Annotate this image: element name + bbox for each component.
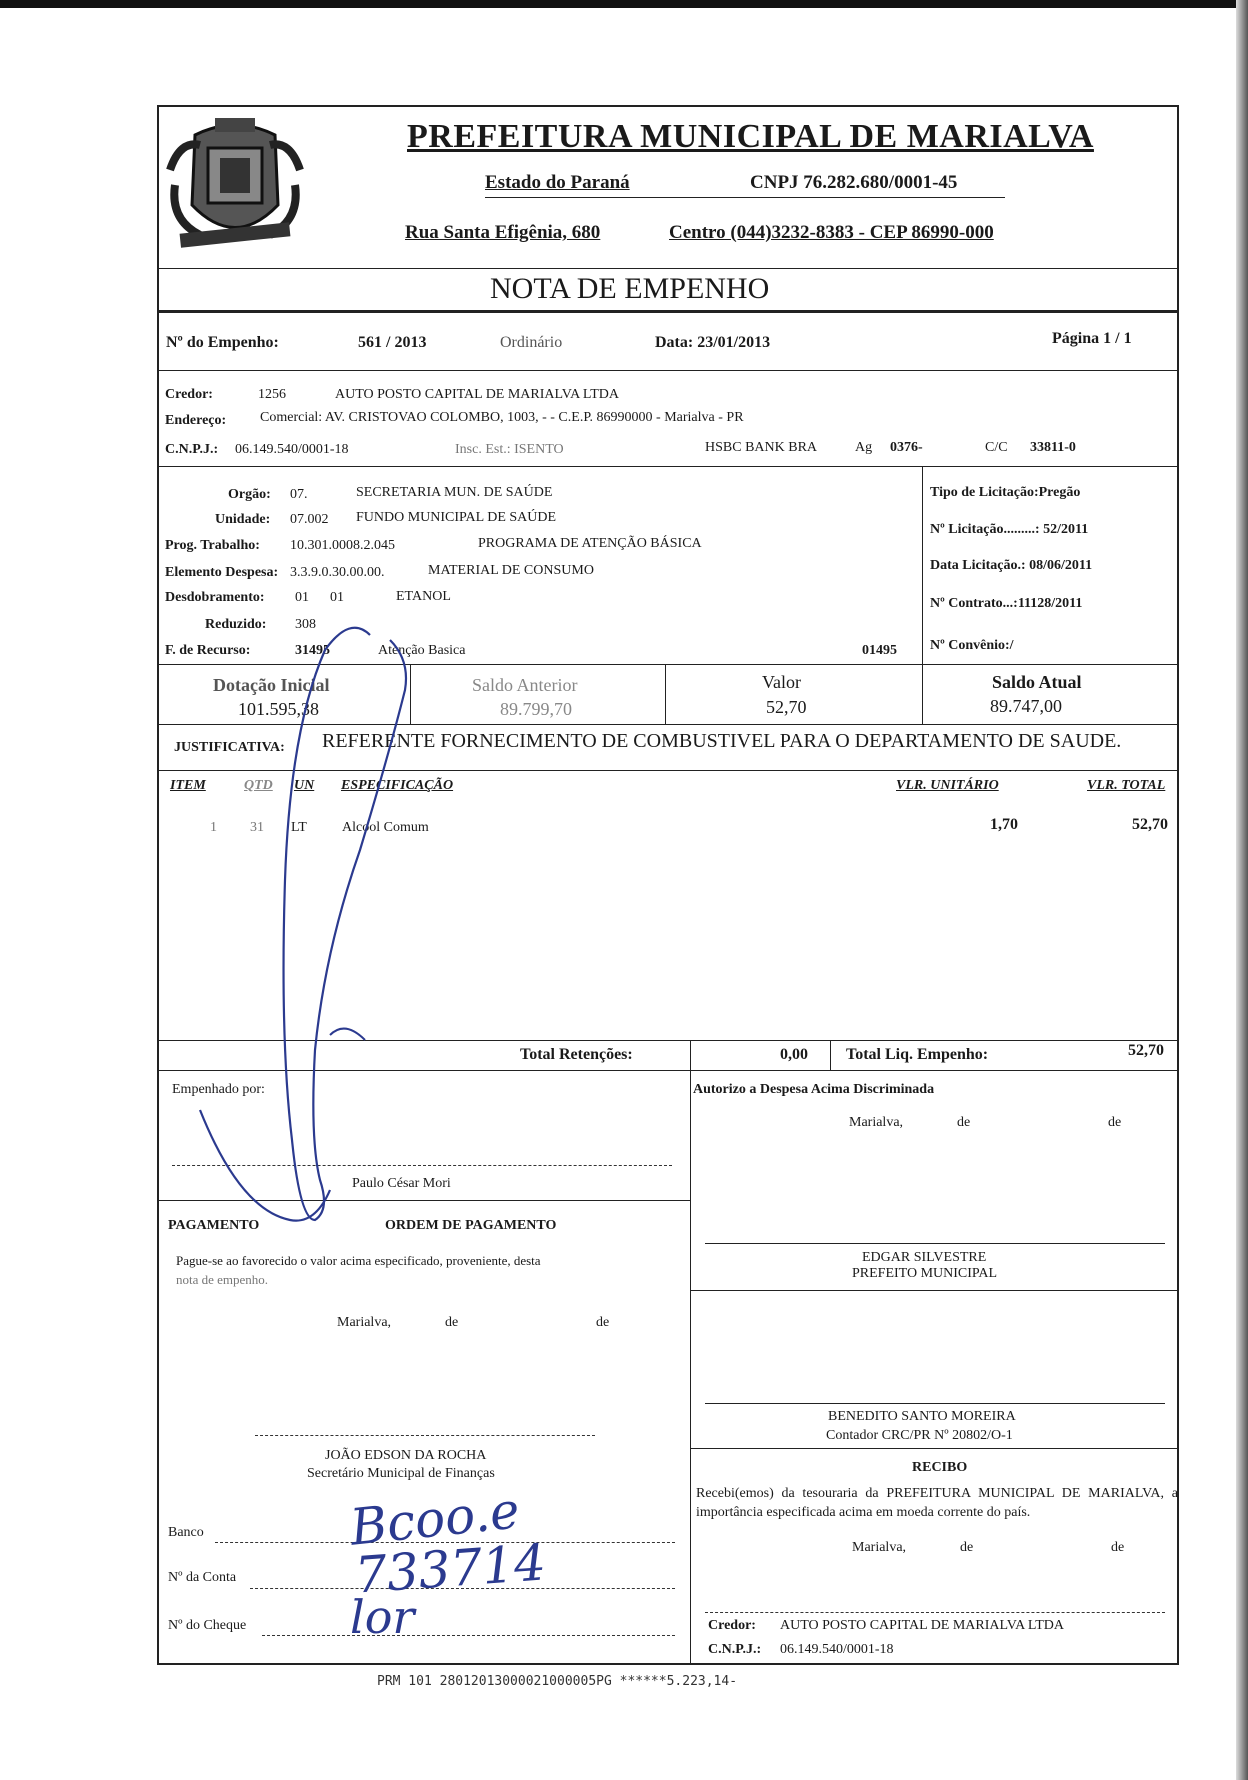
total-retencoes-value: 0,00 (780, 1046, 808, 1063)
valor-label: Valor (762, 672, 801, 692)
banco-handwritten: Bcoo.e (347, 1481, 523, 1557)
footer-code: PRM 101 28012013000021000005PG ******5.223,14- (377, 1674, 738, 1689)
pag-date-city: Marialva, (337, 1315, 392, 1330)
secretario-name: JOÃO EDSON DA ROCHA (325, 1448, 487, 1463)
item-qtd: 31 (250, 820, 264, 835)
fonte-recurso-label: F. de Recurso: (165, 643, 251, 658)
empenho-type: Ordinário (500, 334, 563, 351)
fonte-recurso-desc: Atenção Basica (378, 643, 466, 658)
vlr-unitario-header: VLR. UNITÁRIO (896, 778, 999, 793)
autorizo-city: Marialva, (849, 1115, 904, 1130)
state-underline (485, 197, 1005, 198)
total-liquido-label: Total Liq. Empenho: (846, 1046, 989, 1063)
reduzido-label: Reduzido: (205, 617, 267, 632)
agency-label: Ag (855, 440, 873, 455)
item-un: LT (291, 820, 307, 835)
pag-date-de1: de (445, 1315, 459, 1330)
prefeito-name: EDGAR SILVESTRE (862, 1250, 987, 1265)
item-header: ITEM (170, 778, 206, 793)
account-number: 33811-0 (1030, 440, 1076, 455)
valor-value: 52,70 (766, 697, 807, 717)
dotacao-inicial-value: 101.595,38 (238, 699, 319, 719)
item-total-value: 52,70 (1132, 816, 1168, 833)
autorizo-text: Autorizo a Despesa Acima Discriminada (693, 1082, 935, 1097)
title-bottom-rule (157, 310, 1179, 313)
numero-contrato: Nº Contrato...:11128/2011 (930, 596, 1083, 611)
reduzido-code: 308 (295, 617, 316, 632)
credor-name: AUTO POSTO CAPITAL DE MARIALVA LTDA (335, 387, 619, 402)
contador-rule (690, 1448, 1179, 1449)
prefeito-title: PREFEITO MUNICIPAL (852, 1266, 998, 1281)
banco-label: Banco (168, 1525, 204, 1540)
fonte-recurso-code: 31495 (295, 643, 330, 658)
empenho-number: 561 / 2013 (358, 334, 427, 351)
justificativa-text: REFERENTE FORNECIMENTO DE COMBUSTIVEL PARA O DEPARTAMENTO DE SAUDE. (322, 730, 1122, 752)
prefeito-signature-line (705, 1243, 1165, 1244)
pague-text-line2: nota de empenho. (176, 1272, 269, 1287)
empenhado-label: Empenhado por: (172, 1082, 265, 1097)
credor-cnpj-label: C.N.P.J.: (165, 442, 219, 457)
especificacao-header: ESPECIFICAÇÃO (341, 778, 454, 793)
lower-center-divider (690, 1070, 691, 1665)
totals-divider-1 (690, 1040, 691, 1070)
page-number: Página 1 / 1 (1052, 330, 1132, 347)
cheque-handwritten: lor (350, 1590, 415, 1644)
secretario-signature-line (255, 1435, 595, 1436)
recibo-de2: de (1111, 1540, 1125, 1555)
credor-address: Comercial: AV. CRISTOVAO COLOMBO, 1003, - - C.E.P. 86990000 - Marialva - PR (260, 410, 744, 425)
recibo-signature-line (705, 1612, 1165, 1613)
total-retencoes-label: Total Retenções: (520, 1046, 633, 1063)
empenho-date: Data: 23/01/2013 (655, 334, 771, 351)
unidade-label: Unidade: (215, 512, 271, 527)
orgao-code: 07. (290, 487, 308, 502)
info-rule (157, 370, 1179, 371)
document-title: NOTA DE EMPENHO (490, 272, 770, 305)
saldo-anterior-label: Saldo Anterior (472, 675, 578, 695)
dotacao-inicial-label: Dotação Inicial (213, 675, 330, 695)
cheque-label: Nº do Cheque (168, 1618, 247, 1633)
saldo-atual-label: Saldo Atual (992, 672, 1082, 692)
orgao-desc: SECRETARIA MUN. DE SAÚDE (356, 485, 553, 500)
autorizo-de2: de (1108, 1115, 1122, 1130)
numero-licitacao: Nº Licitação.........: 52/2011 (930, 522, 1089, 537)
elemento-despesa-label: Elemento Despesa: (165, 565, 279, 580)
coat-of-arms-seal (160, 110, 310, 260)
credor-label: Credor: (165, 387, 213, 402)
un-header: UN (294, 778, 315, 793)
elemento-despesa-desc: MATERIAL DE CONSUMO (428, 563, 594, 578)
pagamento-label: PAGAMENTO (168, 1218, 260, 1233)
saldo-atual-value: 89.747,00 (990, 696, 1062, 716)
dotacao-licitacao-divider (922, 466, 923, 664)
recibo-de1: de (960, 1540, 974, 1555)
account-label: C/C (985, 440, 1008, 455)
desdobramento-label: Desdobramento: (165, 590, 265, 605)
recibo-credor-label: Credor: (708, 1618, 756, 1633)
prog-trabalho-label: Prog. Trabalho: (165, 538, 260, 553)
credor-cnpj: 06.149.540/0001-18 (235, 442, 349, 457)
agency-number: 0376- (890, 440, 923, 455)
credor-rule (157, 466, 1179, 467)
pague-text-line1: Pague-se ao favorecido o valor acima especificado, proveniente, desta (176, 1253, 541, 1268)
saldos-divider-2 (665, 664, 666, 724)
municipality-cnpj: CNPJ 76.282.680/0001-45 (750, 172, 958, 193)
municipality-title: PREFEITURA MUNICIPAL DE MARIALVA (407, 118, 1094, 155)
desdobramento-desc: ETANOL (396, 589, 451, 604)
totals-divider-2 (830, 1040, 831, 1070)
endereco-label: Endereço: (165, 413, 227, 428)
unidade-code: 07.002 (290, 512, 329, 527)
unidade-desc: FUNDO MUNICIPAL DE SAÚDE (356, 510, 557, 525)
pen-signature-scribble (180, 620, 480, 1240)
prog-trabalho-code: 10.301.0008.2.045 (290, 538, 395, 553)
recibo-cnpj-label: C.N.P.J.: (708, 1642, 762, 1657)
item-desc: Alcool Comum (342, 820, 429, 835)
item-unit-value: 1,70 (990, 816, 1018, 833)
item-number: 1 (210, 820, 217, 835)
contador-title: Contador CRC/PR Nº 20802/O-1 (826, 1428, 1013, 1443)
vlr-total-header: VLR. TOTAL (1087, 778, 1166, 793)
scan-top-border (0, 0, 1248, 8)
state-name: Estado do Paraná (485, 172, 630, 193)
contador-signature-line (705, 1403, 1165, 1404)
elemento-despesa-code: 3.3.9.0.30.00.00. (290, 565, 385, 580)
recibo-title: RECIBO (912, 1460, 968, 1475)
recibo-text: Recebi(emos) da tesouraria da PREFEITURA MUNICIPAL DE MARIALVA, a importância especificada acima em moeda corrente do país. (696, 1486, 1178, 1520)
numero-convenio: Nº Convênio:/ (930, 638, 1014, 653)
desdobramento-code: 01 01 (295, 590, 344, 605)
orgao-label: Orgão: (228, 487, 271, 502)
saldos-divider-3 (922, 664, 923, 724)
title-top-rule (157, 268, 1179, 269)
prefeito-rule (690, 1290, 1179, 1291)
credor-insc: Insc. Est.: ISENTO (455, 442, 564, 457)
recibo-credor-name: AUTO POSTO CAPITAL DE MARIALVA LTDA (780, 1618, 1064, 1633)
prog-trabalho-desc: PROGRAMA DE ATENÇÃO BÁSICA (478, 536, 702, 551)
saldo-anterior-value: 89.799,70 (500, 699, 572, 719)
tipo-licitacao: Tipo de Licitação:Pregão (930, 485, 1081, 500)
scan-right-shadow (1236, 0, 1248, 1780)
recibo-city: Marialva, (852, 1540, 907, 1555)
recibo-cnpj: 06.149.540/0001-18 (780, 1642, 894, 1657)
secretario-title: Secretário Municipal de Finanças (307, 1466, 495, 1481)
qtd-header: QTD (244, 778, 273, 793)
credor-code: 1256 (258, 387, 286, 402)
address-street: Rua Santa Efigênia, 680 (405, 222, 601, 243)
pag-date-de2: de (596, 1315, 610, 1330)
contador-name: BENEDITO SANTO MOREIRA (828, 1409, 1016, 1424)
bank-name: HSBC BANK BRA (705, 440, 818, 455)
conta-label: Nº da Conta (168, 1570, 237, 1585)
cheque-line (262, 1635, 675, 1636)
data-licitacao: Data Licitação.: 08/06/2011 (930, 558, 1093, 573)
empenho-label: Nº do Empenho: (166, 334, 279, 351)
conta-handwritten: 733714 (353, 1533, 548, 1605)
address-rest: Centro (044)3232-8383 - CEP 86990-000 (669, 222, 994, 243)
autorizo-de1: de (957, 1115, 971, 1130)
justificativa-label: JUSTIFICATIVA: (174, 740, 285, 755)
ordem-pagamento-label: ORDEM DE PAGAMENTO (385, 1218, 557, 1233)
empenhado-name: Paulo César Mori (352, 1176, 451, 1191)
recurso-code-right: 01495 (862, 643, 897, 658)
total-liquido-value: 52,70 (1128, 1042, 1164, 1059)
